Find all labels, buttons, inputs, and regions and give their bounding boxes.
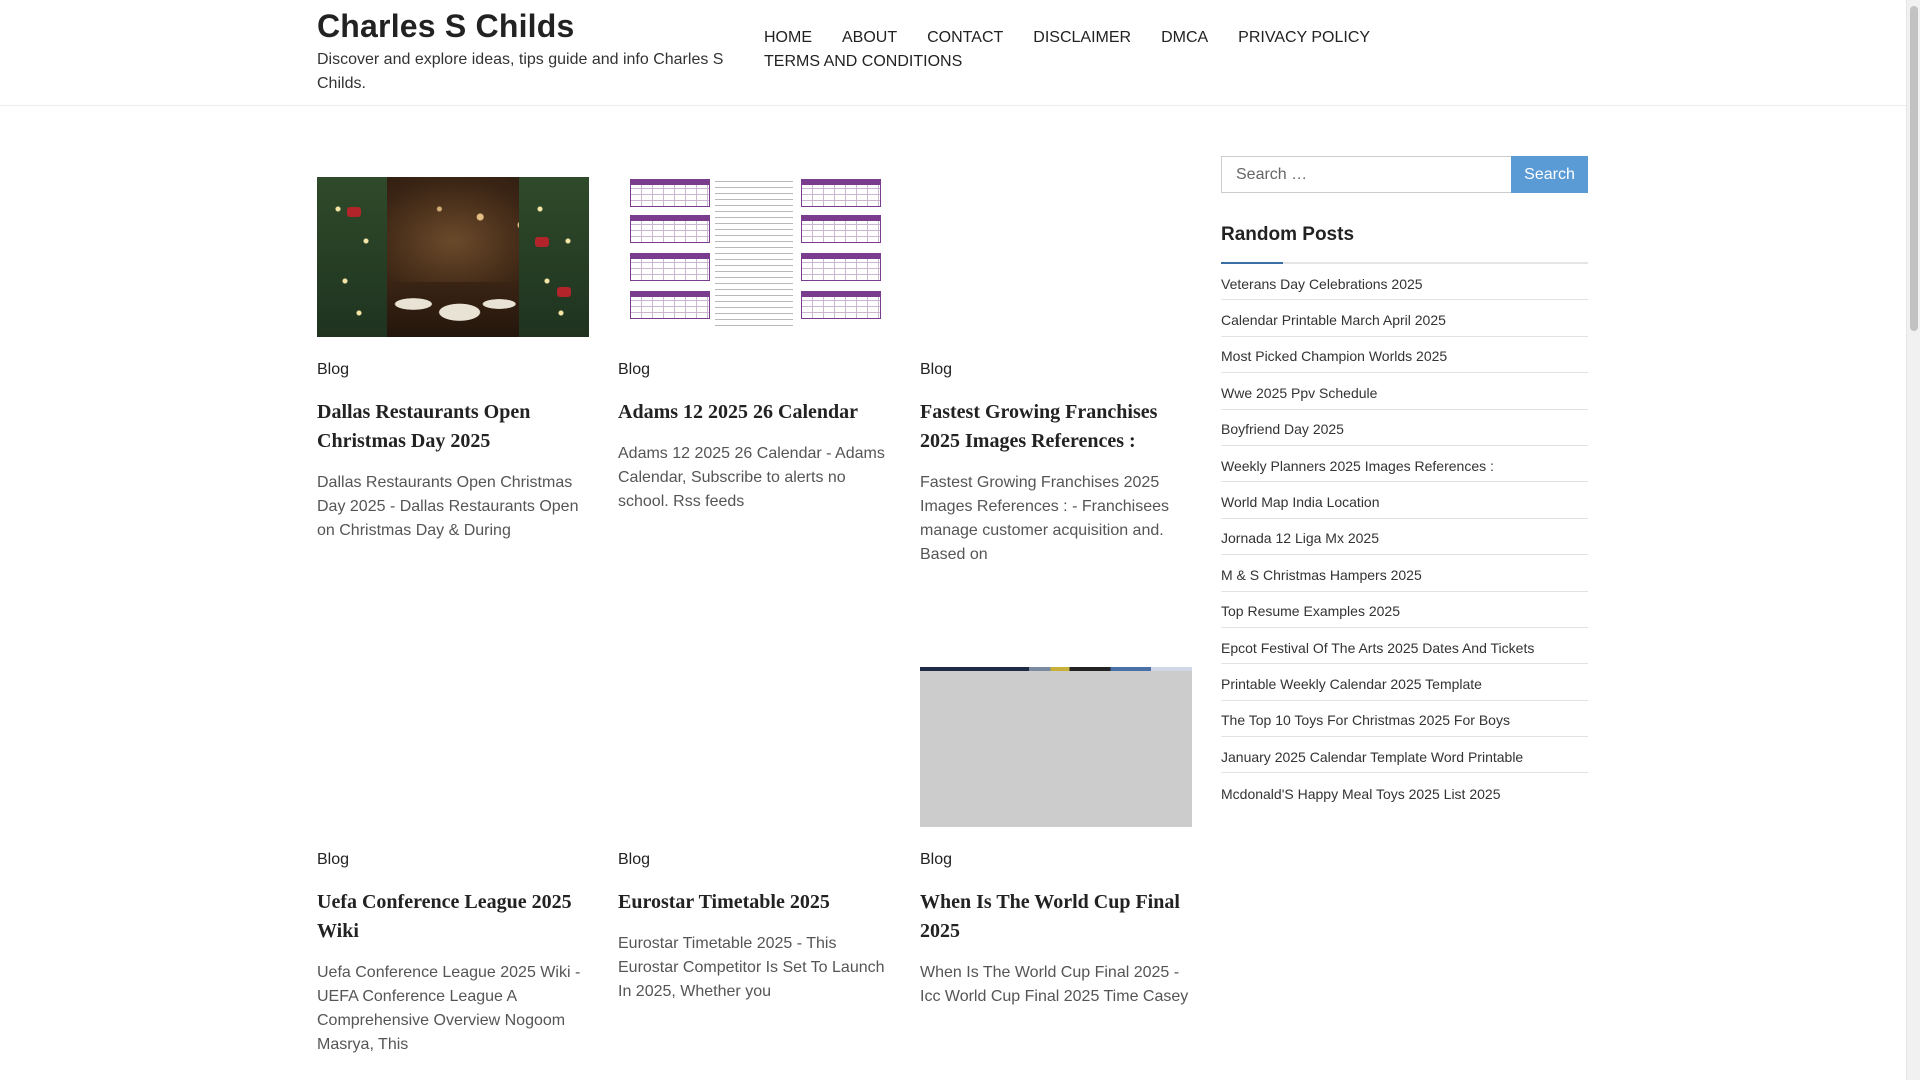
site-description: Discover and explore ideas, tips guide and info Charles S Childs.	[317, 51, 724, 92]
post-category[interactable]: Blog	[920, 851, 953, 868]
nav-disclaimer[interactable]: DISCLAIMER	[1033, 29, 1132, 46]
random-post-link[interactable]: The Top 10 Toys For Christmas 2025 For Boys	[1221, 712, 1510, 729]
post-excerpt: When Is The World Cup Final 2025 - Icc World Cup Final 2025 Time Casey	[920, 964, 1189, 1005]
list-item	[1221, 592, 1588, 628]
post-category[interactable]: Blog	[618, 361, 651, 378]
post-card	[317, 177, 589, 543]
list-item	[1221, 373, 1588, 409]
post-thumbnail[interactable]	[920, 667, 1192, 827]
main-nav	[764, 28, 1404, 72]
random-posts-list	[1221, 264, 1588, 810]
search-input[interactable]	[1221, 156, 1511, 193]
post-category[interactable]: Blog	[317, 361, 350, 378]
nav-terms-and-conditions[interactable]: TERMS AND CONDITIONS	[764, 53, 963, 70]
list-item	[1221, 664, 1588, 700]
post-thumbnail[interactable]	[317, 667, 589, 827]
sidebar	[1221, 156, 1588, 810]
post-excerpt: Uefa Conference League 2025 Wiki - UEFA Conference League A Comprehensive Overview Nogoom Masrya, This	[317, 964, 581, 1053]
post-category[interactable]: Blog	[920, 361, 953, 378]
random-post-link[interactable]: Veterans Day Celebrations 2025	[1221, 275, 1423, 292]
nav-dmca[interactable]: DMCA	[1161, 29, 1209, 46]
post-thumbnail[interactable]	[920, 177, 1192, 337]
widget-divider	[1221, 262, 1588, 264]
post-category[interactable]: Blog	[618, 851, 651, 868]
random-post-link[interactable]: Mcdonald'S Happy Meal Toys 2025 List 2025	[1221, 785, 1501, 802]
random-post-link[interactable]: World Map India Location	[1221, 494, 1380, 511]
list-item	[1221, 337, 1588, 373]
random-post-link[interactable]: Jornada 12 Liga Mx 2025	[1221, 530, 1379, 547]
post-title[interactable]: Uefa Conference League 2025 Wiki	[317, 891, 572, 942]
post-card	[317, 667, 589, 1057]
random-post-link[interactable]: Epcot Festival Of The Arts 2025 Dates And Tickets	[1221, 639, 1535, 656]
list-item	[1221, 446, 1588, 482]
nav-about[interactable]: ABOUT	[842, 29, 898, 46]
post-category[interactable]: Blog	[317, 851, 350, 868]
post-card	[920, 667, 1192, 1009]
post-excerpt: Fastest Growing Franchises 2025 Images References : - Franchisees manage customer acquisition and. Based on	[920, 474, 1169, 563]
site-title[interactable]: Charles S Childs	[317, 8, 575, 44]
search-button[interactable]: Search	[1511, 156, 1588, 193]
post-title[interactable]: Dallas Restaurants Open Christmas Day 2025	[317, 401, 531, 452]
post-title[interactable]: Adams 12 2025 26 Calendar	[618, 401, 859, 423]
post-card	[618, 667, 890, 1004]
random-post-link[interactable]: Calendar Printable March April 2025	[1221, 312, 1446, 329]
list-item	[1221, 701, 1588, 737]
post-excerpt: Dallas Restaurants Open Christmas Day 2025 - Dallas Restaurants Open on Christmas Day & During	[317, 474, 579, 539]
random-post-link[interactable]: Top Resume Examples 2025	[1221, 603, 1400, 620]
scrollbar-thumb[interactable]	[1910, 6, 1918, 331]
list-item	[1221, 410, 1588, 446]
random-post-link[interactable]: M & S Christmas Hampers 2025	[1221, 566, 1422, 583]
post-card	[920, 177, 1192, 567]
post-title[interactable]: Eurostar Timetable 2025	[618, 891, 830, 913]
list-item	[1221, 737, 1588, 773]
post-excerpt: Eurostar Timetable 2025 - This Eurostar Competitor Is Set To Launch In 2025, Whether you	[618, 935, 885, 1000]
post-card	[618, 177, 890, 514]
random-post-link[interactable]: Boyfriend Day 2025	[1221, 421, 1344, 438]
list-item	[1221, 555, 1588, 591]
random-post-link[interactable]: Most Picked Champion Worlds 2025	[1221, 348, 1448, 365]
list-item	[1221, 519, 1588, 555]
post-excerpt: Adams 12 2025 26 Calendar - Adams Calendar, Subscribe to alerts no school. Rss feeds	[618, 445, 885, 510]
nav-privacy-policy[interactable]: PRIVACY POLICY	[1238, 29, 1371, 46]
post-title[interactable]: Fastest Growing Franchises 2025 Images References :	[920, 401, 1158, 452]
random-posts-title: Random Posts	[1221, 224, 1355, 245]
post-title[interactable]: When Is The World Cup Final 2025	[920, 891, 1180, 942]
nav-contact[interactable]: CONTACT	[927, 29, 1004, 46]
random-post-link[interactable]: Wwe 2025 Ppv Schedule	[1221, 384, 1378, 401]
nav-home[interactable]: HOME	[764, 29, 812, 46]
random-post-link[interactable]: Weekly Planners 2025 Images References :	[1221, 457, 1494, 474]
post-thumbnail[interactable]	[618, 177, 890, 337]
random-post-link[interactable]: January 2025 Calendar Template Word Printable	[1221, 748, 1524, 765]
list-item	[1221, 773, 1588, 809]
list-item	[1221, 628, 1588, 664]
random-post-link[interactable]: Printable Weekly Calendar 2025 Template	[1221, 675, 1482, 692]
site-header	[0, 0, 1906, 106]
page-scrollbar[interactable]	[1906, 0, 1920, 1080]
search-form	[1221, 156, 1588, 193]
list-item	[1221, 482, 1588, 518]
list-item	[1221, 300, 1588, 336]
post-thumbnail[interactable]	[317, 177, 589, 337]
list-item	[1221, 264, 1588, 300]
post-thumbnail[interactable]	[618, 667, 890, 827]
